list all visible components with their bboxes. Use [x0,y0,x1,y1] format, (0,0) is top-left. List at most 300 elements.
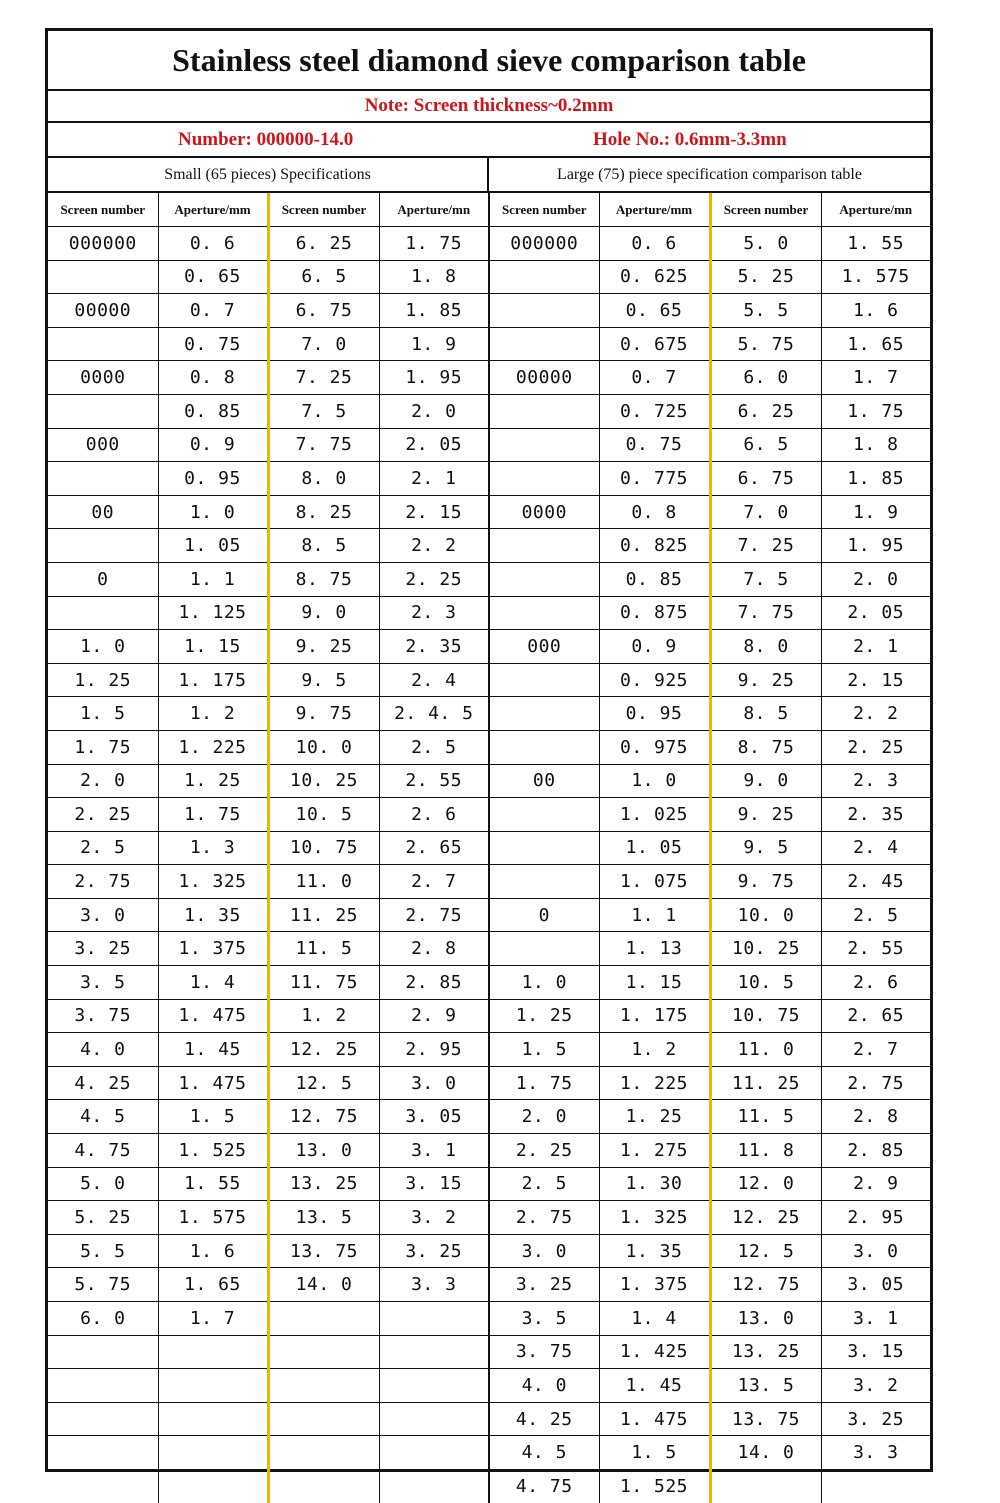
screen-number-cell: 10. 0 [710,898,821,932]
table-row [48,260,930,294]
aperture-cell: 1. 15 [599,966,710,1000]
screen-number-cell [268,1335,379,1369]
aperture-cell: 1. 6 [158,1234,268,1268]
sieve-table [48,193,930,1503]
screen-number-cell: 6. 5 [268,260,379,294]
aperture-cell: 0. 85 [599,562,710,596]
col-header: Aperture/mm [599,193,710,227]
screen-number-cell: 7. 25 [268,361,379,395]
aperture-cell: 1. 45 [599,1369,710,1403]
aperture-cell: 0. 85 [158,394,268,428]
screen-number-cell: 12. 5 [710,1234,821,1268]
aperture-cell: 1. 375 [158,932,268,966]
aperture-cell: 1. 9 [379,327,489,361]
screen-number-cell: 5. 75 [710,327,821,361]
screen-number-cell: 8. 0 [268,462,379,496]
aperture-cell: 2. 8 [821,1100,930,1134]
col-header: Aperture/mm [158,193,268,227]
screen-number-cell: 1. 5 [48,697,158,731]
aperture-cell: 0. 625 [599,260,710,294]
info-row [48,123,930,158]
aperture-cell: 1. 7 [158,1302,268,1336]
note-row [48,91,930,123]
aperture-cell: 1. 3 [158,831,268,865]
table-header-row [48,193,930,227]
screen-number-cell: 8. 5 [268,529,379,563]
table-row [48,294,930,328]
aperture-cell [158,1402,268,1436]
screen-number-cell [489,462,599,496]
aperture-cell: 0. 775 [599,462,710,496]
screen-number-cell: 8. 75 [268,562,379,596]
aperture-cell: 1. 25 [599,1100,710,1134]
aperture-cell: 3. 15 [821,1335,930,1369]
aperture-cell: 2. 2 [821,697,930,731]
small-spec-label: Small (65 pieces) Specifications [48,158,489,191]
screen-number-cell: 2. 5 [489,1167,599,1201]
aperture-cell: 1. 125 [158,596,268,630]
screen-number-cell [489,327,599,361]
screen-number-cell: 00 [48,495,158,529]
screen-number-cell: 13. 25 [268,1167,379,1201]
aperture-cell: 1. 8 [379,260,489,294]
aperture-cell: 1. 35 [158,898,268,932]
screen-number-cell: 3. 0 [48,898,158,932]
aperture-cell: 2. 7 [821,1033,930,1067]
aperture-cell: 3. 0 [379,1066,489,1100]
screen-number-cell: 13. 5 [710,1369,821,1403]
screen-number-cell [489,932,599,966]
screen-number-cell: 3. 5 [48,966,158,1000]
screen-number-cell: 10. 5 [710,966,821,1000]
table-row [48,932,930,966]
screen-number-cell: 1. 0 [48,630,158,664]
screen-number-cell: 0000 [489,495,599,529]
aperture-cell: 3. 3 [821,1436,930,1470]
aperture-cell: 1. 85 [379,294,489,328]
aperture-cell: 2. 1 [821,630,930,664]
table-row [48,596,930,630]
aperture-cell: 1. 025 [599,798,710,832]
col-header: Screen number [268,193,379,227]
aperture-cell: 1. 175 [599,999,710,1033]
large-spec-label: Large (75) piece specification comparison table [557,165,862,183]
aperture-cell: 1. 95 [379,361,489,395]
table-row [48,764,930,798]
table-row [48,1033,930,1067]
table-row [48,562,930,596]
table-row [48,1369,930,1403]
table-row [48,966,930,1000]
aperture-cell: 2. 15 [821,663,930,697]
aperture-cell: 2. 55 [821,932,930,966]
screen-number-cell: 1. 2 [268,999,379,1033]
aperture-cell: 2. 7 [379,865,489,899]
thickness-note: Note: Screen thickness~0.2mm [364,95,614,116]
screen-number-cell: 000 [48,428,158,462]
aperture-cell: 2. 15 [379,495,489,529]
screen-number-cell: 11. 0 [268,865,379,899]
aperture-cell: 0. 95 [599,697,710,731]
aperture-cell: 2. 25 [379,562,489,596]
table-row [48,227,930,261]
screen-number-cell [48,462,158,496]
table-row [48,1268,930,1302]
screen-number-cell [489,697,599,731]
aperture-cell: 3. 2 [821,1369,930,1403]
col-header: Screen number [48,193,158,227]
screen-number-cell: 3. 75 [48,999,158,1033]
aperture-cell: 2. 75 [821,1066,930,1100]
aperture-cell: 1. 325 [158,865,268,899]
screen-number-cell: 0 [489,898,599,932]
aperture-cell: 1. 35 [599,1234,710,1268]
screen-number-cell [48,1436,158,1470]
aperture-cell: 1. 225 [158,730,268,764]
aperture-cell: 1. 5 [599,1436,710,1470]
screen-number-cell: 2. 25 [48,798,158,832]
screen-number-cell [48,1402,158,1436]
aperture-cell: 1. 475 [599,1402,710,1436]
screen-number-cell: 5. 5 [48,1234,158,1268]
screen-number-cell: 4. 25 [48,1066,158,1100]
screen-number-cell: 9. 5 [268,663,379,697]
screen-number-cell: 00000 [48,294,158,328]
aperture-cell: 1. 525 [599,1469,710,1502]
screen-number-cell: 13. 0 [710,1302,821,1336]
aperture-cell: 2. 45 [821,865,930,899]
table-row [48,1201,930,1235]
table-row [48,865,930,899]
screen-number-cell: 2. 5 [48,831,158,865]
screen-number-cell: 1. 25 [48,663,158,697]
screen-number-cell [48,1469,158,1502]
table-row [48,663,930,697]
screen-number-cell: 5. 0 [710,227,821,261]
aperture-cell: 2. 55 [379,764,489,798]
aperture-cell: 3. 05 [821,1268,930,1302]
screen-number-cell: 6. 75 [268,294,379,328]
screen-number-cell: 6. 25 [710,394,821,428]
screen-number-cell: 10. 5 [268,798,379,832]
aperture-cell: 1. 75 [158,798,268,832]
aperture-cell [158,1335,268,1369]
screen-number-cell: 4. 0 [48,1033,158,1067]
table-row [48,1469,930,1502]
screen-number-cell: 10. 75 [710,999,821,1033]
table-row [48,1335,930,1369]
screen-number-cell [489,394,599,428]
aperture-cell: 1. 475 [158,999,268,1033]
screen-number-cell: 9. 25 [710,663,821,697]
aperture-cell: 1. 575 [821,260,930,294]
aperture-cell: 3. 05 [379,1100,489,1134]
aperture-cell [158,1436,268,1470]
screen-number-cell: 4. 5 [489,1436,599,1470]
screen-number-cell: 14. 0 [710,1436,821,1470]
aperture-cell: 1. 6 [821,294,930,328]
screen-number-cell: 3. 0 [489,1234,599,1268]
aperture-cell: 1. 30 [599,1167,710,1201]
screen-number-cell: 13. 0 [268,1134,379,1168]
aperture-cell: 1. 25 [158,764,268,798]
screen-number-cell: 10. 25 [268,764,379,798]
screen-number-cell: 12. 5 [268,1066,379,1100]
screen-number-cell: 6. 25 [268,227,379,261]
table-row [48,1100,930,1134]
aperture-cell: 0. 875 [599,596,710,630]
screen-number-cell: 8. 75 [710,730,821,764]
aperture-cell: 1. 8 [821,428,930,462]
aperture-cell: 2. 5 [821,898,930,932]
screen-number-cell: 5. 75 [48,1268,158,1302]
screen-number-cell: 8. 25 [268,495,379,529]
aperture-cell: 1. 75 [821,394,930,428]
screen-number-cell: 2. 25 [489,1134,599,1168]
screen-number-cell: 12. 25 [268,1033,379,1067]
screen-number-cell [48,327,158,361]
aperture-cell: 2. 9 [379,999,489,1033]
screen-number-cell: 5. 0 [48,1167,158,1201]
aperture-cell: 2. 05 [821,596,930,630]
aperture-cell [821,1469,930,1502]
aperture-cell: 2. 75 [379,898,489,932]
screen-number-cell: 6. 0 [48,1302,158,1336]
page-title: Stainless steel diamond sieve comparison table [172,41,806,78]
aperture-cell: 1. 55 [158,1167,268,1201]
aperture-cell: 0. 95 [158,462,268,496]
table-row [48,529,930,563]
screen-number-cell: 9. 0 [268,596,379,630]
table-row [48,1402,930,1436]
aperture-cell: 1. 7 [821,361,930,395]
screen-number-cell: 11. 25 [268,898,379,932]
screen-number-cell: 12. 75 [710,1268,821,1302]
screen-number-cell: 3. 25 [489,1268,599,1302]
screen-number-cell [489,865,599,899]
screen-number-cell: 11. 25 [710,1066,821,1100]
aperture-cell: 3. 1 [379,1134,489,1168]
aperture-cell [379,1335,489,1369]
aperture-cell: 2. 95 [379,1033,489,1067]
number-range: Number: 000000-14.0 [178,128,354,150]
screen-number-cell: 4. 75 [489,1469,599,1502]
aperture-cell: 1. 375 [599,1268,710,1302]
aperture-cell: 1. 4 [599,1302,710,1336]
aperture-cell: 1. 1 [158,562,268,596]
screen-number-cell: 9. 25 [268,630,379,664]
aperture-cell: 3. 3 [379,1268,489,1302]
screen-number-cell: 1. 75 [48,730,158,764]
table-row [48,831,930,865]
screen-number-cell [489,663,599,697]
screen-number-cell: 6. 75 [710,462,821,496]
aperture-cell: 3. 25 [821,1402,930,1436]
screen-number-cell [268,1369,379,1403]
screen-number-cell [268,1469,379,1502]
screen-number-cell: 11. 5 [268,932,379,966]
table-row [48,1436,930,1470]
screen-number-cell: 12. 0 [710,1167,821,1201]
col-header: Aperture/mn [379,193,489,227]
screen-number-cell: 8. 0 [710,630,821,664]
aperture-cell: 1. 9 [821,495,930,529]
aperture-cell: 2. 05 [379,428,489,462]
aperture-cell: 3. 25 [379,1234,489,1268]
aperture-cell: 2. 6 [379,798,489,832]
screen-number-cell: 4. 0 [489,1369,599,1403]
aperture-cell: 3. 2 [379,1201,489,1235]
screen-number-cell: 1. 25 [489,999,599,1033]
aperture-cell [158,1469,268,1502]
aperture-cell: 2. 0 [379,394,489,428]
aperture-cell: 3. 15 [379,1167,489,1201]
screen-number-cell: 10. 25 [710,932,821,966]
aperture-cell: 2. 0 [821,562,930,596]
screen-number-cell [489,260,599,294]
aperture-cell: 0. 65 [599,294,710,328]
screen-number-cell: 000 [489,630,599,664]
aperture-cell [379,1302,489,1336]
aperture-cell: 2. 65 [379,831,489,865]
aperture-cell: 1. 05 [158,529,268,563]
aperture-cell: 1. 2 [158,697,268,731]
aperture-cell: 1. 075 [599,865,710,899]
table-row [48,730,930,764]
screen-number-cell: 6. 5 [710,428,821,462]
table-row [48,1066,930,1100]
table-row [48,361,930,395]
aperture-cell: 0. 825 [599,529,710,563]
aperture-cell: 1. 5 [158,1100,268,1134]
aperture-cell [379,1402,489,1436]
aperture-cell: 1. 45 [158,1033,268,1067]
screen-number-cell [489,596,599,630]
table-row [48,630,930,664]
aperture-cell: 1. 75 [379,227,489,261]
aperture-cell: 0. 75 [599,428,710,462]
aperture-cell: 0. 7 [599,361,710,395]
aperture-cell: 2. 3 [821,764,930,798]
screen-number-cell: 0000 [48,361,158,395]
aperture-cell: 0. 975 [599,730,710,764]
aperture-cell: 2. 85 [821,1134,930,1168]
screen-number-cell: 00000 [489,361,599,395]
screen-number-cell: 1. 75 [489,1066,599,1100]
screen-number-cell: 3. 5 [489,1302,599,1336]
screen-number-cell: 7. 75 [268,428,379,462]
screen-number-cell: 12. 25 [710,1201,821,1235]
screen-number-cell: 000000 [489,227,599,261]
screen-number-cell: 13. 75 [710,1402,821,1436]
col-header: Screen number [489,193,599,227]
screen-number-cell: 7. 25 [710,529,821,563]
screen-number-cell: 9. 5 [710,831,821,865]
screen-number-cell: 9. 75 [268,697,379,731]
aperture-cell: 0. 9 [158,428,268,462]
table-row [48,428,930,462]
aperture-cell: 1. 65 [158,1268,268,1302]
aperture-cell: 1. 525 [158,1134,268,1168]
aperture-cell: 1. 95 [821,529,930,563]
screen-number-cell: 7. 75 [710,596,821,630]
table-row [48,898,930,932]
screen-number-cell [489,562,599,596]
screen-number-cell: 9. 25 [710,798,821,832]
aperture-cell: 0. 6 [158,227,268,261]
spec-row [48,158,930,193]
screen-number-cell: 2. 0 [489,1100,599,1134]
aperture-cell [158,1369,268,1403]
screen-number-cell: 10. 0 [268,730,379,764]
screen-number-cell [48,1335,158,1369]
screen-number-cell [489,730,599,764]
screen-number-cell: 13. 25 [710,1335,821,1369]
aperture-cell: 1. 0 [158,495,268,529]
screen-number-cell [268,1402,379,1436]
screen-number-cell [48,596,158,630]
table-row [48,1134,930,1168]
aperture-cell: 0. 9 [599,630,710,664]
screen-number-cell: 7. 0 [268,327,379,361]
aperture-cell: 1. 275 [599,1134,710,1168]
table-row [48,798,930,832]
col-header: Screen number [710,193,821,227]
aperture-cell: 1. 175 [158,663,268,697]
screen-number-cell: 3. 75 [489,1335,599,1369]
aperture-cell: 2. 35 [379,630,489,664]
screen-number-cell [48,394,158,428]
aperture-cell: 2. 9 [821,1167,930,1201]
screen-number-cell: 5. 25 [48,1201,158,1235]
screen-number-cell: 9. 75 [710,865,821,899]
screen-number-cell: 4. 75 [48,1134,158,1168]
screen-number-cell: 14. 0 [268,1268,379,1302]
screen-number-cell: 4. 25 [489,1402,599,1436]
aperture-cell: 1. 05 [599,831,710,865]
screen-number-cell: 13. 75 [268,1234,379,1268]
screen-number-cell: 3. 25 [48,932,158,966]
aperture-cell: 2. 4. 5 [379,697,489,731]
screen-number-cell: 2. 75 [48,865,158,899]
screen-number-cell [48,260,158,294]
aperture-cell: 1. 13 [599,932,710,966]
hole-range: Hole No.: 0.6mm-3.3mn [593,128,787,150]
screen-number-cell: 9. 0 [710,764,821,798]
screen-number-cell: 5. 25 [710,260,821,294]
aperture-cell: 0. 925 [599,663,710,697]
screen-number-cell: 1. 0 [489,966,599,1000]
table-row [48,1167,930,1201]
screen-number-cell: 10. 75 [268,831,379,865]
screen-number-cell: 2. 75 [489,1201,599,1235]
screen-number-cell: 11. 0 [710,1033,821,1067]
screen-number-cell: 000000 [48,227,158,261]
screen-number-cell: 5. 5 [710,294,821,328]
table-row [48,999,930,1033]
aperture-cell: 1. 475 [158,1066,268,1100]
aperture-cell: 1. 325 [599,1201,710,1235]
aperture-cell: 2. 4 [821,831,930,865]
aperture-cell: 1. 65 [821,327,930,361]
aperture-cell: 2. 95 [821,1201,930,1235]
screen-number-cell [268,1302,379,1336]
screen-number-cell [489,428,599,462]
screen-number-cell: 8. 5 [710,697,821,731]
aperture-cell: 2. 4 [379,663,489,697]
screen-number-cell: 7. 0 [710,495,821,529]
table-row [48,1302,930,1336]
